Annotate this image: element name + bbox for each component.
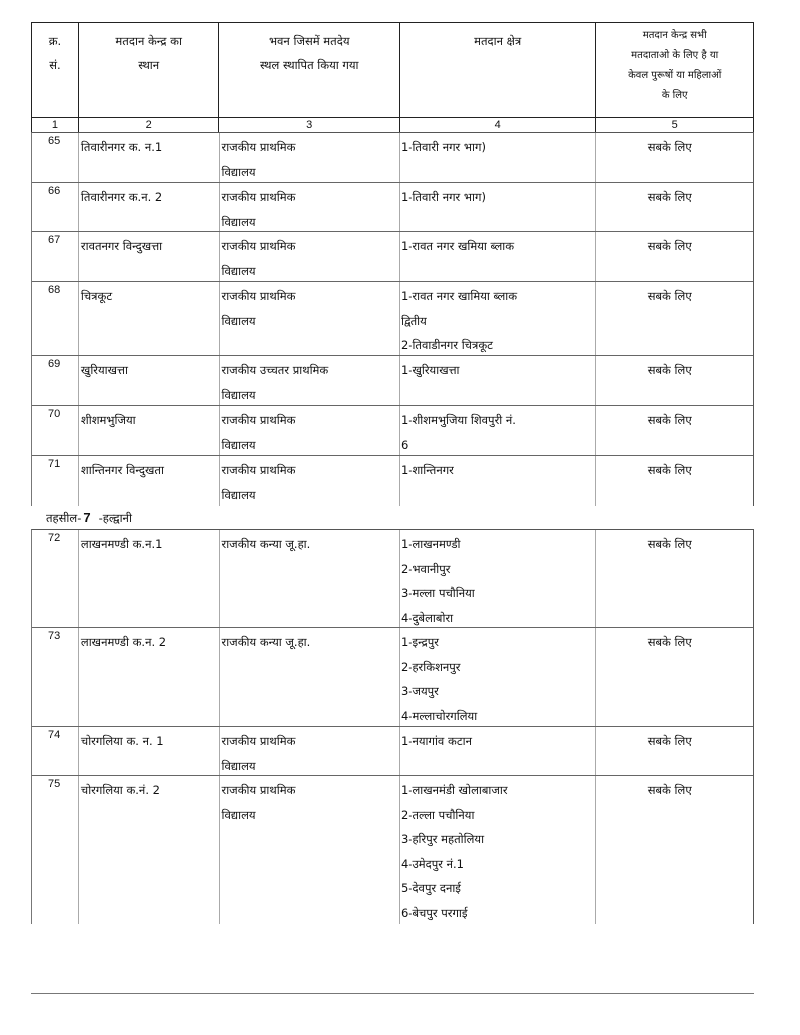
table-row <box>32 282 753 356</box>
area-line: 4-उमेदपुर नं.1 <box>400 856 464 871</box>
header-col-polling-area <box>400 23 596 117</box>
area-line: 5-देवपुर दनाई <box>400 881 461 895</box>
header-text: मतदाताओ के लिए है या <box>631 50 719 61</box>
table-row <box>32 356 753 406</box>
serial-number: 73 <box>32 628 79 726</box>
table-row <box>32 530 753 628</box>
area-line: 1-शान्तिनगर <box>400 463 454 477</box>
building <box>220 530 400 627</box>
serial-number: 68 <box>32 282 79 355</box>
header-col-voter-type <box>596 23 753 117</box>
serial-number: 69 <box>32 356 79 405</box>
building <box>220 628 400 726</box>
building <box>220 183 400 231</box>
station-location: शीशमभुजिया <box>79 406 220 455</box>
area-line: 4-दुबेलाबोरा <box>400 610 454 625</box>
voter-type: सबके लिए <box>647 413 692 427</box>
header-text: मतदान क्षेत्र <box>474 34 522 48</box>
voter-type: सबके लिए <box>647 289 692 303</box>
building-line: राजकीय प्राथमिक <box>221 734 296 748</box>
station-location: लाखनमण्डी क.न. 2 <box>79 628 220 726</box>
serial-number: 75 <box>32 776 79 924</box>
table-row <box>32 727 753 776</box>
building-line: विद्यालय <box>221 214 256 229</box>
column-number: 4 <box>400 118 596 132</box>
header-col-serial <box>32 23 79 117</box>
voter-type: सबके लिए <box>647 734 692 748</box>
building-line: विद्यालय <box>221 387 256 402</box>
building-line: राजकीय प्राथमिक <box>221 190 296 204</box>
building-line: राजकीय प्राथमिक <box>221 413 296 427</box>
header-text: मतदान केन्द्र का <box>115 34 182 48</box>
station-location: तिवारीनगर क. न.1 <box>79 133 220 182</box>
column-number: 3 <box>219 118 400 132</box>
station-location: चोरगलिया क. न. 1 <box>79 727 220 775</box>
polling-area <box>400 628 596 726</box>
footer-divider <box>31 993 754 994</box>
building-line: विद्यालय <box>221 263 256 278</box>
area-line: 1-इन्द्रपुर <box>400 635 439 649</box>
building-line: विद्यालय <box>221 807 256 822</box>
serial-number: 74 <box>32 727 79 775</box>
area-line: 1-तिवारी नगर भाग) <box>400 190 486 204</box>
area-line: 1-खुरियाखत्ता <box>400 363 460 377</box>
header-text: भवन जिसमें मतदेय <box>268 34 350 48</box>
area-line: 3-मल्ला पचौनिया <box>400 586 475 600</box>
serial-number: 65 <box>32 133 79 182</box>
building <box>220 133 400 182</box>
station-location: चित्रकूट <box>79 282 220 355</box>
header-text: स्थान <box>138 58 160 72</box>
building-line: विद्यालय <box>221 313 256 328</box>
voter-type: सबके लिए <box>647 537 692 551</box>
polling-area <box>400 406 596 455</box>
station-location: खुरियाखत्ता <box>79 356 220 405</box>
area-line: 6-बेचपुर परगाई <box>400 905 468 920</box>
column-number: 2 <box>79 118 220 132</box>
header-col-building <box>219 23 400 117</box>
table-row <box>32 232 753 282</box>
building-line: राजकीय कन्या जू.हा. <box>221 537 311 551</box>
tehsil-heading <box>46 510 132 526</box>
area-line: 6 <box>400 437 409 452</box>
header-text: मतदान केन्द्र सभी <box>642 30 707 41</box>
serial-number: 67 <box>32 232 79 281</box>
area-line: 3-हरिपुर महतोलिया <box>400 832 485 846</box>
serial-number: 70 <box>32 406 79 455</box>
building <box>220 456 400 506</box>
building <box>220 232 400 281</box>
building <box>220 776 400 924</box>
polling-area <box>400 356 596 405</box>
building-line: राजकीय प्राथमिक <box>221 463 296 477</box>
serial-number: 72 <box>32 530 79 627</box>
area-line: 2-तिवाडीनगर चित्रकूट <box>400 338 493 352</box>
polling-area <box>400 232 596 281</box>
building-line: राजकीय प्राथमिक <box>221 783 296 797</box>
header-titles-row <box>32 23 753 117</box>
area-line: 1-रावत नगर खमिया ब्लाक <box>400 239 515 253</box>
building-line: विद्यालय <box>221 487 256 502</box>
polling-area <box>400 183 596 231</box>
polling-area <box>400 727 596 775</box>
tehsil-name: -हल्द्वानी <box>98 511 132 525</box>
area-line: द्वितीय <box>400 313 427 328</box>
building-line: राजकीय प्राथमिक <box>221 239 296 253</box>
building-line: राजकीय प्राथमिक <box>221 140 296 154</box>
voter-type: सबके लिए <box>647 190 692 204</box>
building <box>220 356 400 405</box>
building-line: राजकीय उच्चतर प्राथमिक <box>221 363 329 377</box>
polling-table-section-2 <box>31 529 754 924</box>
voter-type: सबके लिए <box>647 239 692 253</box>
building-line: राजकीय प्राथमिक <box>221 289 296 303</box>
polling-area <box>400 530 596 627</box>
table-row <box>32 183 753 232</box>
tehsil-label: तहसील- <box>46 511 82 525</box>
table-row <box>32 133 753 183</box>
polling-table-section-1 <box>31 132 754 506</box>
voter-type: सबके लिए <box>647 140 692 154</box>
area-line: 2-तल्ला पचौनिया <box>400 807 475 822</box>
area-line: 2-हरकिशनपुर <box>400 659 461 674</box>
header-text: सं. <box>49 58 61 72</box>
table-header <box>31 22 754 133</box>
station-location: तिवारीनगर क.न. 2 <box>79 183 220 231</box>
building-line: विद्यालय <box>221 164 256 179</box>
station-location: चोरगलिया क.नं. 2 <box>79 776 220 924</box>
area-line: 1-रावत नगर खामिया ब्लाक <box>400 289 518 303</box>
header-text: स्थल स्थापित किया गया <box>259 58 359 72</box>
column-number: 5 <box>671 119 678 131</box>
area-line: 1-लाखनमंडी खोलाबाजार <box>400 783 508 797</box>
area-line: 4-मल्लाचोरगलिया <box>400 708 478 723</box>
area-line: 1-नयागांव कटान <box>400 734 472 748</box>
polling-area <box>400 133 596 182</box>
header-col-station-location <box>79 23 220 117</box>
voter-type: सबके लिए <box>647 463 692 477</box>
serial-number: 66 <box>32 183 79 231</box>
tehsil-number: 7 <box>83 510 91 525</box>
voter-type: सबके लिए <box>647 363 692 377</box>
station-location: लाखनमण्डी क.न.1 <box>79 530 220 627</box>
station-location: शान्तिनगर विन्दुखता <box>79 456 220 506</box>
column-number: 1 <box>32 118 79 132</box>
polling-area <box>400 776 596 924</box>
building <box>220 282 400 355</box>
area-line: 2-भवानीपुर <box>400 561 451 576</box>
building-line: विद्यालय <box>221 437 256 452</box>
area-line: 1-लाखनमण्डी <box>400 537 461 551</box>
table-row <box>32 456 753 506</box>
area-line: 3-जयपुर <box>400 684 439 698</box>
voter-type: सबके लिए <box>647 783 692 797</box>
station-location: रावतनगर विन्दुखत्ता <box>79 232 220 281</box>
serial-number: 71 <box>32 456 79 506</box>
header-text: क्र. <box>48 34 62 48</box>
building <box>220 406 400 455</box>
header-text: के लिए <box>661 90 688 101</box>
header-numbers-row <box>32 117 753 132</box>
area-line: 1-तिवारी नगर भाग) <box>400 140 486 154</box>
building-line: राजकीय कन्या जू.हा. <box>221 635 311 649</box>
table-row <box>32 406 753 456</box>
polling-area <box>400 456 596 506</box>
building <box>220 727 400 775</box>
header-text: केवल पुरूषों या महिलाओं <box>628 70 722 81</box>
building-line: विद्यालय <box>221 758 256 773</box>
table-row <box>32 628 753 727</box>
table-row <box>32 776 753 924</box>
area-line: 1-शीशमभुजिया शिवपुरी नं. <box>400 413 516 427</box>
voter-type: सबके लिए <box>647 635 692 649</box>
polling-area <box>400 282 596 355</box>
